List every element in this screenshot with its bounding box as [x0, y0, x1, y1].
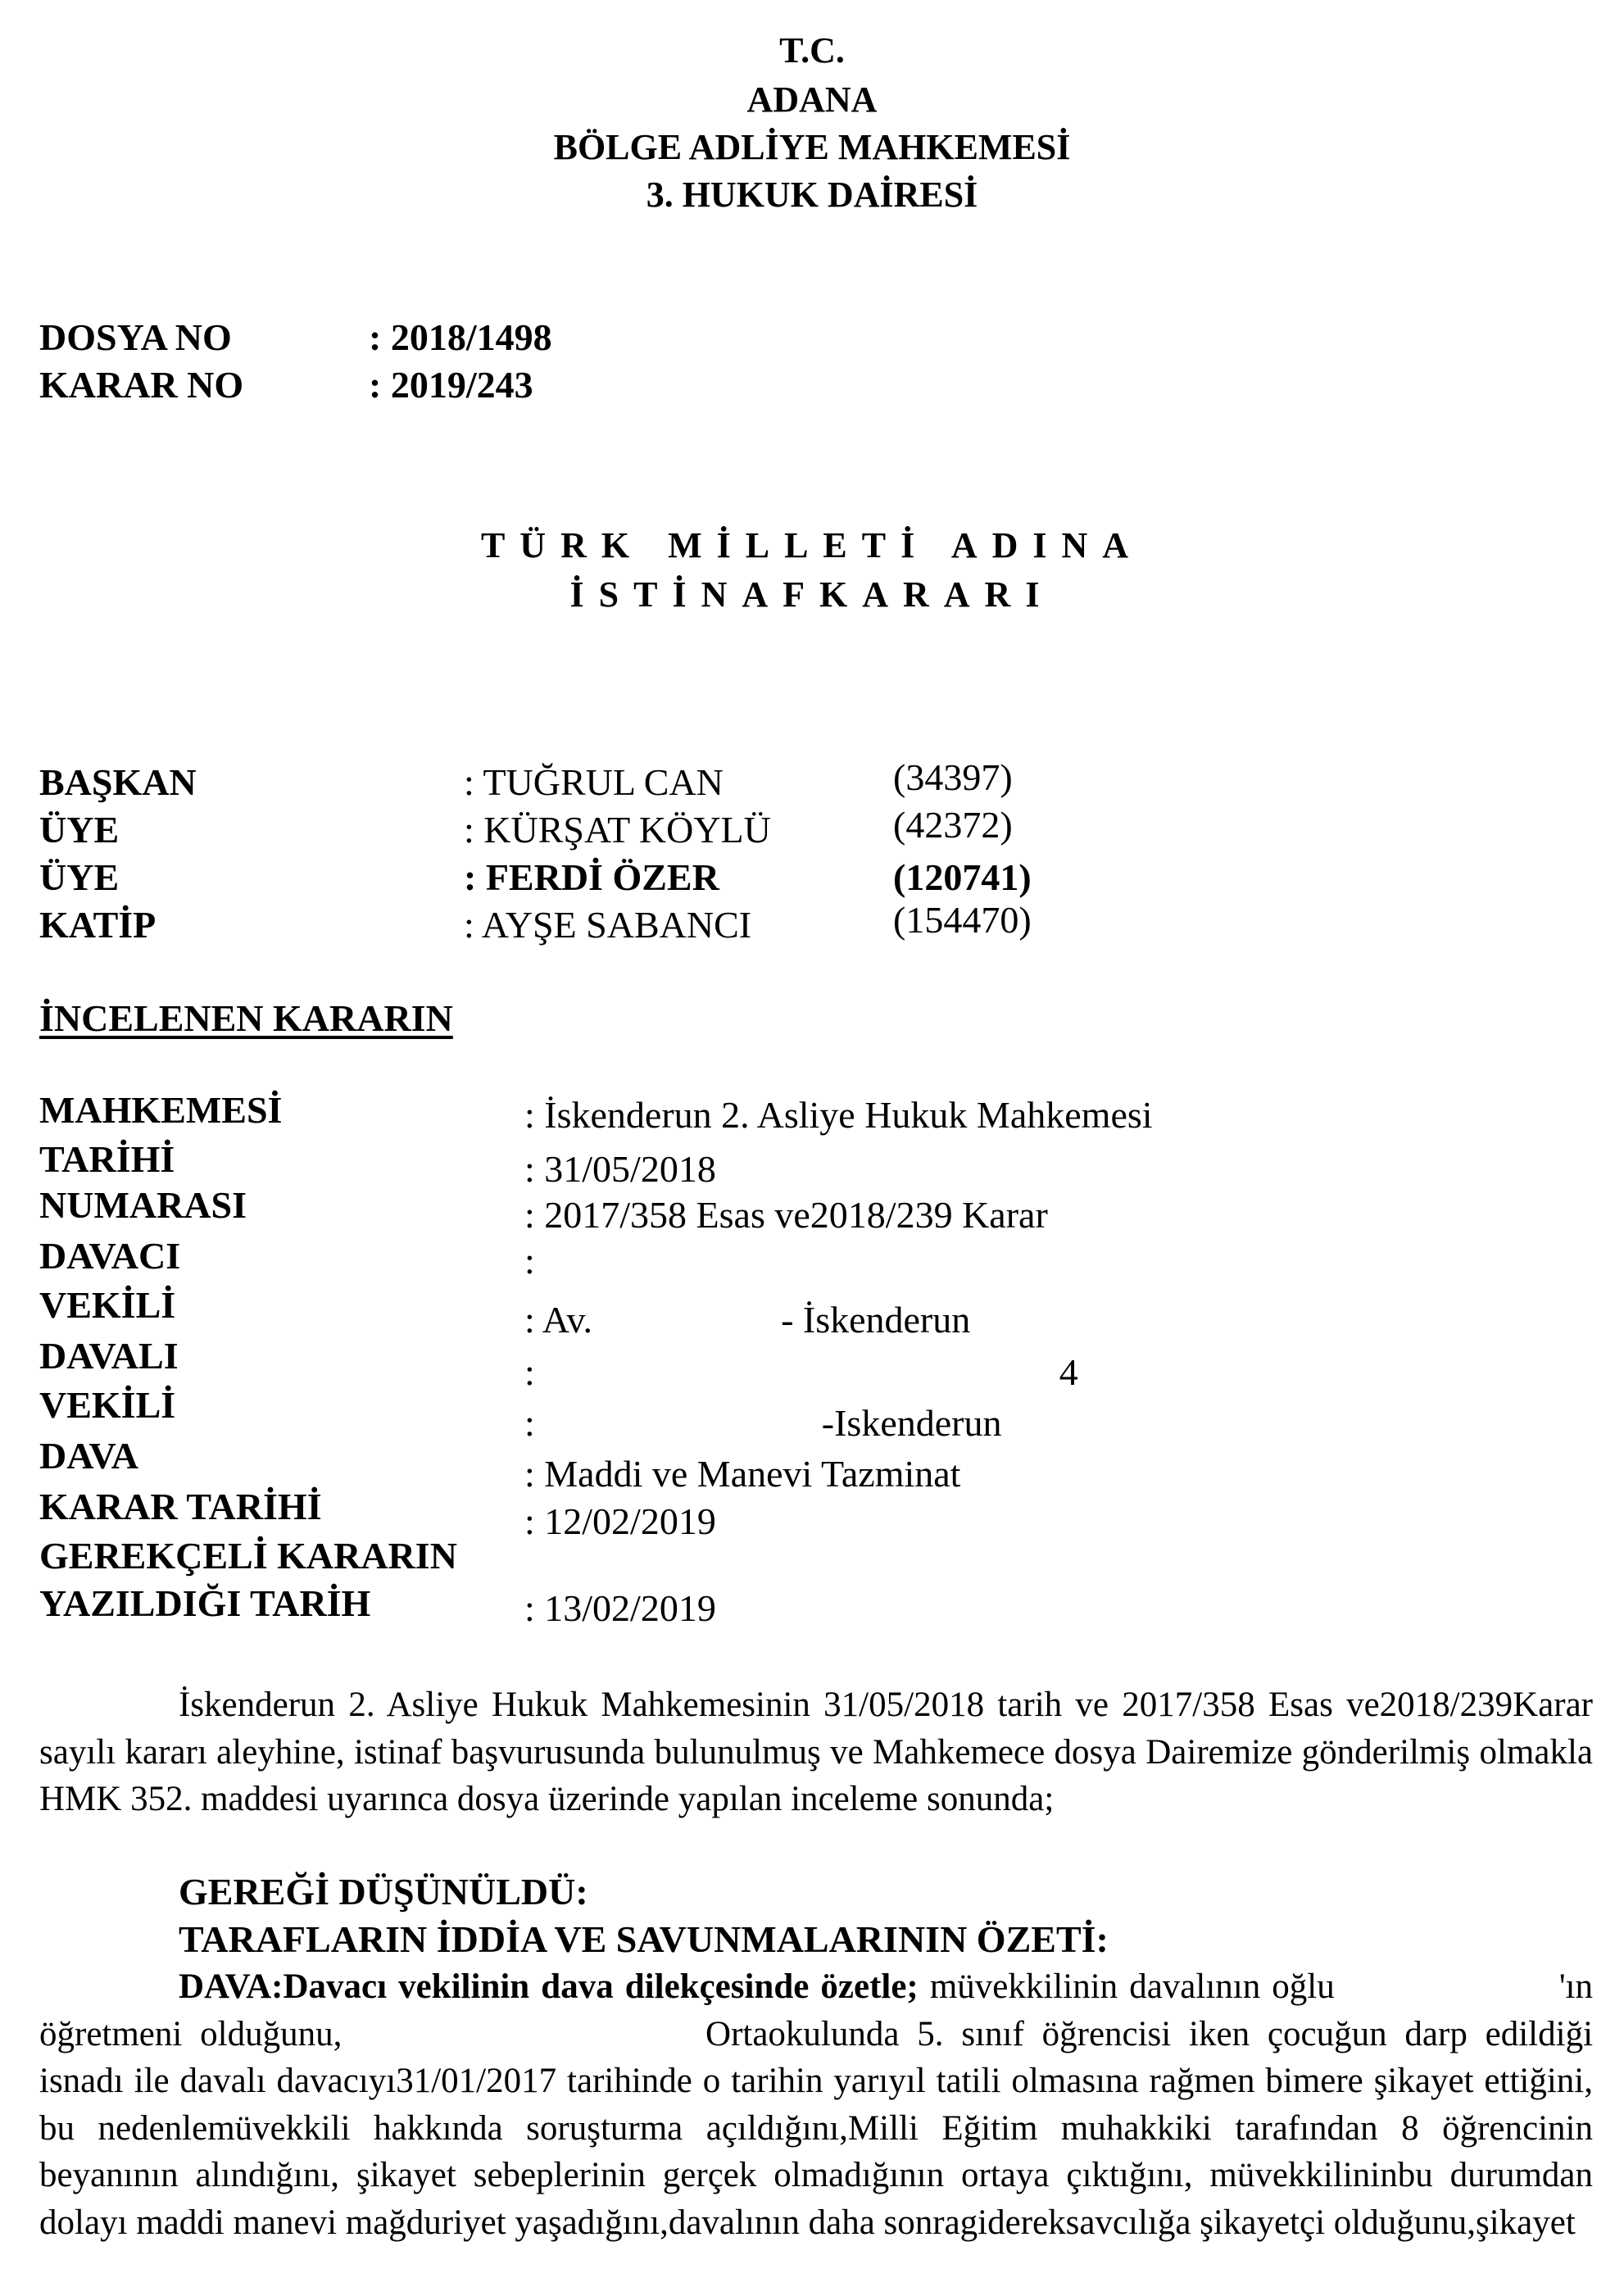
panel-role: BAŞKAN [39, 761, 197, 803]
reviewed-heading [39, 996, 453, 1040]
panel-role: ÜYE [39, 856, 120, 898]
karar-no-label: KARAR NO [39, 364, 244, 406]
title-nation: TÜRK MİLLETİ ADINA [480, 525, 1144, 565]
header-chamber: 3. HUKUK DAİRESİ [646, 175, 978, 215]
vekili-value [524, 1298, 970, 1341]
dava-label: DAVA [39, 1435, 139, 1477]
davali-suffix: 4 [1059, 1351, 1078, 1393]
panel-name: : TUĞRUL CAN [464, 761, 724, 803]
panel-role: KATİP [39, 904, 157, 946]
reviewed-heading-text: İNCELENEN KARARIN [39, 997, 453, 1039]
davali-label: DAVALI [39, 1335, 179, 1377]
redacted-text [535, 1364, 1059, 1388]
header-city: ADANA [746, 79, 878, 120]
dava-text-2: 'ın öğretmeni olduğunu, [39, 1967, 1594, 2053]
davaci-colon: : [524, 1240, 535, 1282]
vekili-suffix: - İskenderun [781, 1299, 971, 1341]
karar-tarihi-value: : 12/02/2019 [524, 1500, 716, 1542]
dava-lead: DAVA:Davacı vekilinin dava dilekçesinde özetle; [179, 1967, 919, 2006]
panel-role: ÜYE [39, 809, 120, 851]
dava-paragraph [39, 1963, 1593, 2246]
numarasi-value: : 2017/358 Esas ve2018/239 Karar [524, 1194, 1048, 1236]
redacted-text [1346, 1977, 1559, 2002]
vekili-suffix: -Iskenderun [821, 1402, 1002, 1444]
vekili-colon: : [524, 1402, 535, 1444]
karar-tarihi-label: KARAR TARİHİ [39, 1486, 322, 1527]
mahkemesi-label: MAHKEMESİ [39, 1089, 283, 1131]
panel-name: : AYŞE SABANCI [464, 904, 752, 946]
dava-text-1: müvekkilinin davalının oğlu [918, 1967, 1335, 2006]
gerekceli-value: : 13/02/2019 [524, 1587, 716, 1629]
numarasi-label: NUMARASI [39, 1184, 247, 1226]
section-heading-decision: GEREĞİ DÜŞÜNÜLDÜ: [179, 1871, 588, 1913]
vekili-value [524, 1401, 1001, 1445]
header-court: BÖLGE ADLİYE MAHKEMESİ [553, 127, 1071, 167]
panel-id: (120741) [893, 856, 1032, 898]
gerekceli-label-line1: GEREKÇELİ KARARIN [39, 1535, 457, 1577]
tarihi-value: : 31/05/2018 [524, 1148, 716, 1190]
tarihi-label: TARİHİ [39, 1138, 175, 1180]
panel-id: (34397) [893, 756, 1013, 798]
dosya-no-value: : 2018/1498 [369, 316, 552, 358]
redacted-text [535, 1252, 1059, 1277]
gerekceli-label-line2: YAZILDIĞI TARİH [39, 1582, 371, 1624]
title-decision: İSTİNAFKARARI [569, 574, 1055, 615]
panel-id: (154470) [893, 899, 1032, 941]
mahkemesi-value: : İskenderun 2. Asliye Hukuk Mahkemesi [524, 1094, 1153, 1136]
redacted-text [535, 1414, 822, 1439]
davali-value [524, 1350, 1078, 1394]
vekili-label: VEKİLİ [39, 1284, 176, 1326]
davaci-label: DAVACI [39, 1235, 181, 1277]
davaci-value [524, 1239, 1059, 1282]
header-tc: T.C. [779, 30, 845, 70]
dava-value: : Maddi ve Manevi Tazminat [524, 1453, 961, 1495]
dava-text-3: Ortaokulunda 5. sınıf öğrencisi iken çocuğun darp edildiği isnadı ile davalı davacıyı31/01/2017 tarihinde o tarihin yarıyıl tatili olmasına rağmen bimere şikayet ettiğini, bu nedenlemüvekkili hakkında soruşturma açıldığını,Milli Eğitim muhakkiki tarafından 8 öğrencinin beyanının alındığını, şikayet sebeplerinin gerçek olmadığının ortaya çıktığını, müvekkilininbu durumdan dolayı maddi manevi mağduriyet yaşadığını,davalının daha sonragidereksavcılığa şikayetçi olduğunu,şikayet [39, 2014, 1594, 2242]
panel-name: : KÜRŞAT KÖYLÜ [464, 809, 771, 851]
section-heading-summary: TARAFLARIN İDDİA VE SAVUNMALARININ ÖZETİ: [179, 1918, 1109, 1960]
panel-id: (42372) [893, 804, 1013, 846]
intro-paragraph [39, 1681, 1593, 1823]
davali-colon: : [524, 1351, 535, 1393]
panel-name: : FERDİ ÖZER [464, 856, 719, 898]
redacted-text [592, 1311, 781, 1336]
dosya-no-label: DOSYA NO [39, 316, 232, 358]
karar-no-value: : 2019/243 [369, 364, 533, 406]
vekili-label: VEKİLİ [39, 1384, 176, 1426]
redacted-text [360, 2025, 687, 2049]
intro-text: İskenderun 2. Asliye Hukuk Mahkemesinin 31/05/2018 tarih ve 2017/358 Esas ve2018/239Karar sayılı kararı aleyhine, istinaf başvurusunda bulunulmuş ve Mahkemece dosya Dairemize gönderilmiş olmakla HMK 352. maddesi uyarınca dosya üzerinde yapılan inceleme sonunda; [39, 1686, 1593, 1818]
vekili-prefix: : Av. [524, 1299, 593, 1341]
